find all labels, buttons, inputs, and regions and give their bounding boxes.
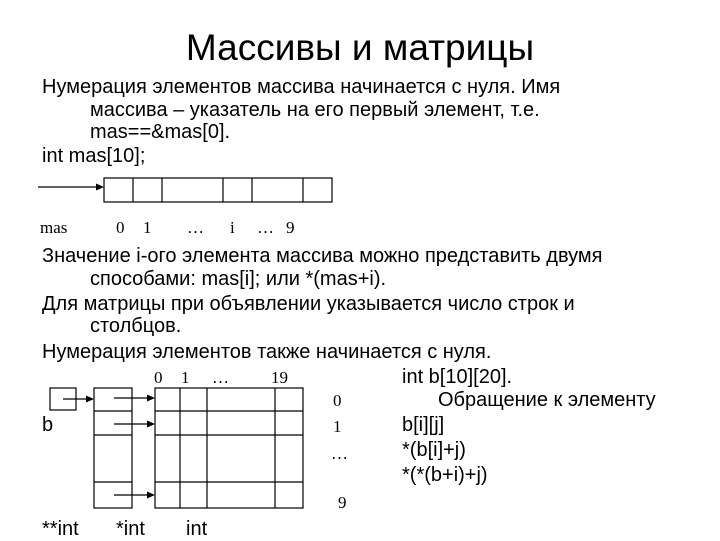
matrix-row-0: 0 [333, 391, 342, 410]
array-name-label: mas [40, 218, 68, 237]
matrix-col-dots: … [212, 368, 229, 387]
array-index-dots-2: … [257, 218, 274, 237]
access-form-1: b[i][j] [402, 414, 445, 436]
matrix-declaration: int b[10][20]. [402, 366, 513, 388]
array-index-i: i [230, 218, 235, 237]
element-access-heading: Обращение к элементу [438, 389, 656, 411]
para-numbering-line2: массива – указатель на его первый элемент, т.е. [90, 99, 540, 121]
row1-arrowhead [147, 421, 155, 428]
para-value-line1: Значение i-ого элемента массива можно представить двумя [42, 245, 603, 267]
label-int: int [186, 518, 208, 540]
array-index-0: 0 [116, 218, 125, 237]
array-index-9: 9 [286, 218, 295, 237]
matrix-col-19: 19 [271, 368, 288, 387]
para-matrix-line1: Для матрицы при объявлении указывается число строк и [42, 293, 575, 315]
row0-arrowhead [147, 395, 155, 402]
b-arrowhead [86, 396, 94, 403]
para-matrix-line2: столбцов. [90, 315, 182, 337]
para-value-line2: способами: mas[i]; или *(mas+i). [90, 268, 387, 290]
row9-arrowhead [147, 492, 155, 499]
matrix-row-1: 1 [333, 417, 342, 436]
matrix-row-dots: … [331, 444, 348, 463]
label-ptrptr-int: **int [42, 518, 79, 540]
array-index-1: 1 [143, 218, 152, 237]
matrix-col-1: 1 [181, 368, 190, 387]
matrix-grid [155, 388, 303, 508]
array-index-dots-1: … [187, 218, 204, 237]
b-label: b [42, 414, 54, 436]
access-form-3: *(*(b+i)+j) [402, 464, 488, 486]
para-numbering-line3: mas==&mas[0]. [90, 121, 231, 143]
page-title: Массивы и матрицы [185, 27, 535, 68]
row-pointer-column [94, 388, 132, 508]
array-declaration: int mas[10]; [42, 145, 146, 167]
para-numbering-line1: Нумерация элементов массива начинается с нуля. Имя [42, 76, 561, 98]
access-form-2: *(b[i]+j) [402, 439, 466, 461]
matrix-row-9: 9 [338, 493, 347, 512]
matrix-col-0: 0 [154, 368, 163, 387]
label-ptr-int: *int [116, 518, 145, 540]
para-matrix-numbering: Нумерация элементов также начинается с нуля. [42, 341, 492, 363]
